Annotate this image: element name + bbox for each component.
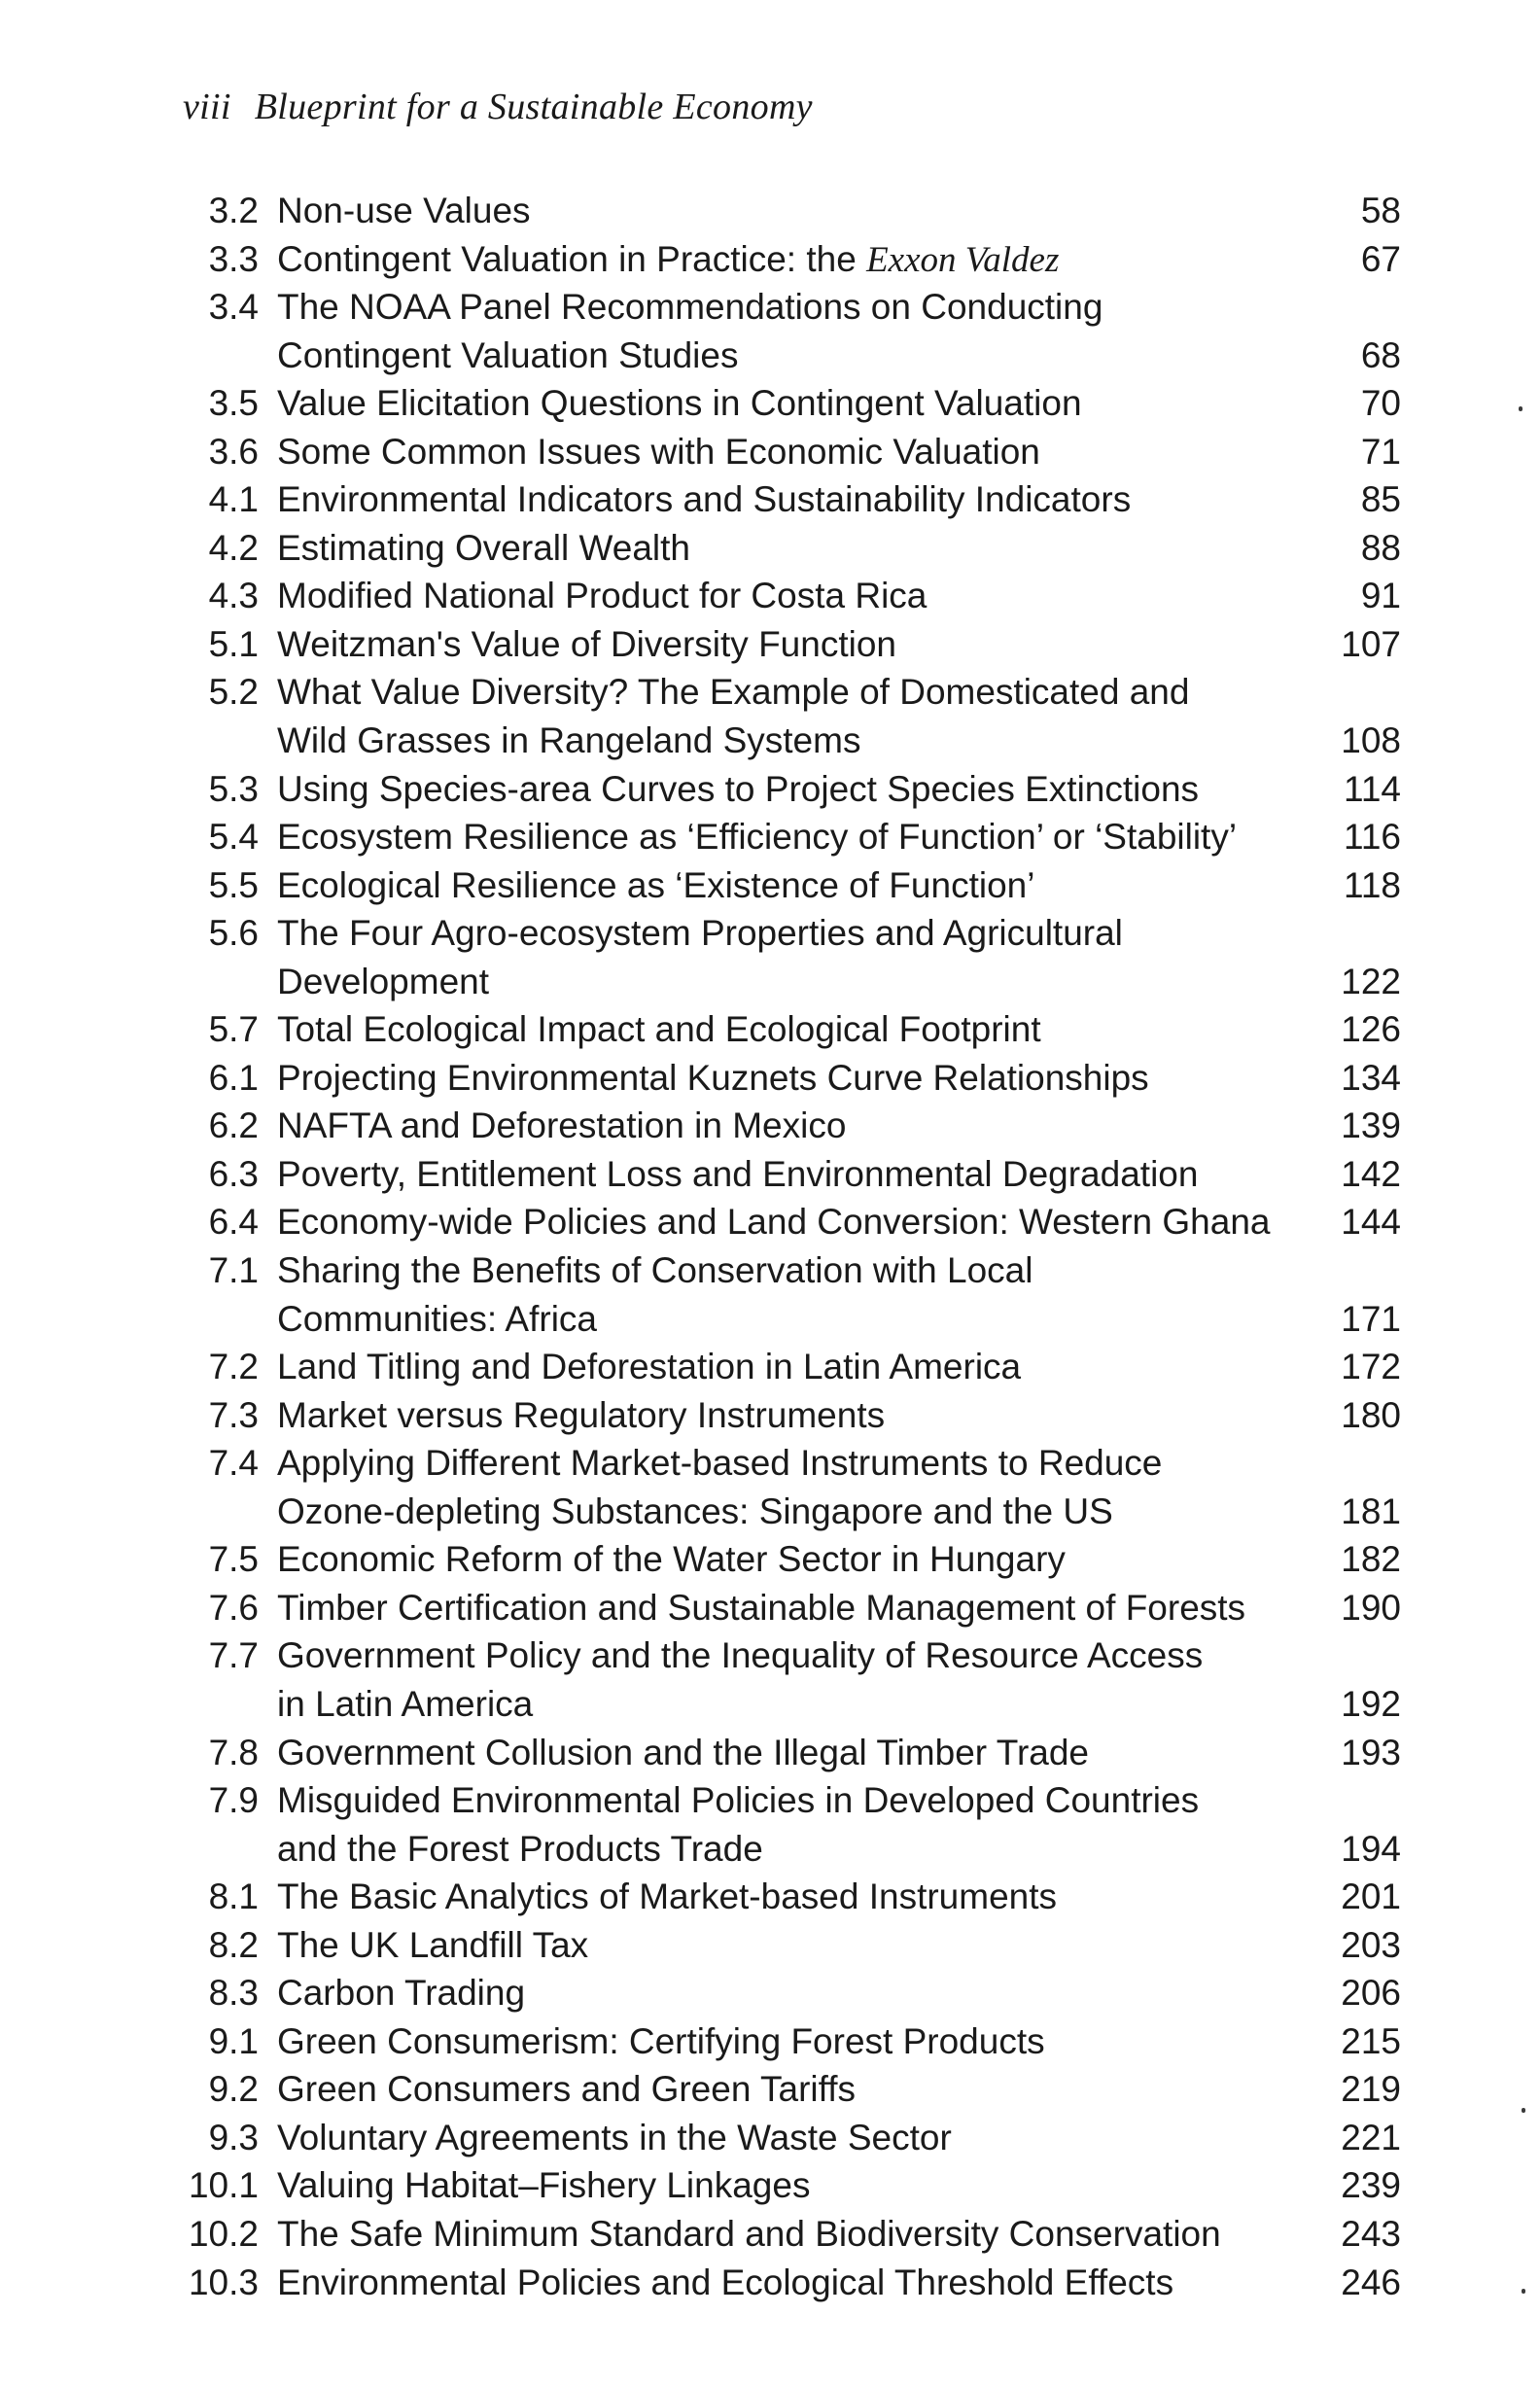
box-number: 8.1 — [208, 1876, 259, 1917]
box-title-text: Government Collusion and the Illegal Timber Trade — [277, 1732, 1089, 1772]
toc-entry — [0, 2065, 1540, 2114]
box-number: 4.2 — [208, 527, 259, 568]
toc-entry — [0, 1343, 1540, 1391]
box-title — [277, 1584, 1245, 1632]
toc-entry — [0, 524, 1540, 573]
box-title-text: Carbon Trading — [277, 1973, 526, 2014]
box-title-text: What Value Diversity? The Example of Domesticated and — [277, 672, 1190, 713]
box-title — [277, 524, 690, 573]
box-title — [277, 1246, 1032, 1295]
box-title — [277, 1150, 1198, 1199]
page-number: 193 — [1341, 1732, 1401, 1772]
box-number: 5.4 — [208, 817, 259, 858]
box-number: 7.5 — [208, 1539, 259, 1580]
box-title — [277, 717, 860, 765]
box-number: 4.1 — [208, 479, 259, 520]
page-number: 221 — [1341, 2117, 1401, 2157]
box-title — [277, 861, 1034, 910]
box-number: 5.5 — [208, 864, 259, 905]
box-title-text: Economic Reform of the Water Sector in Hungary — [277, 1539, 1066, 1580]
entry-line — [0, 2259, 1540, 2307]
toc-entry — [0, 2114, 1540, 2162]
box-number: 3.6 — [208, 431, 259, 472]
page-number: 201 — [1341, 1876, 1401, 1917]
toc-entry — [0, 1246, 1540, 1343]
entry-line — [0, 717, 1540, 765]
entry-line — [0, 2210, 1540, 2259]
box-title-text: NAFTA and Deforestation in Mexico — [277, 1105, 847, 1146]
toc-entry — [0, 1102, 1540, 1150]
box-title-text: Land Titling and Deforestation in Latin America — [277, 1347, 1022, 1387]
page-number: 108 — [1341, 720, 1401, 761]
toc-entry — [0, 1439, 1540, 1535]
toc-entry — [0, 1391, 1540, 1440]
box-title — [277, 1631, 1203, 1680]
box-title — [277, 2065, 856, 2114]
box-title-text: Environmental Indicators and Sustainability Indicators — [277, 479, 1132, 520]
box-title-text: The NOAA Panel Recommendations on Conducting — [277, 287, 1103, 328]
box-title-text: Market versus Regulatory Instruments — [277, 1394, 886, 1435]
box-title-text: Ecological Resilience as ‘Existence of Function’ — [277, 864, 1035, 905]
toc-entry — [0, 2017, 1540, 2066]
entry-line — [0, 428, 1540, 476]
entry-line — [0, 861, 1540, 910]
box-number: 7.1 — [208, 1250, 259, 1291]
box-title-text: Environmental Policies and Ecological Threshold Effects — [277, 2262, 1174, 2302]
box-title-text: Valuing Habitat–Fishery Linkages — [277, 2165, 811, 2206]
page-number: 118 — [1344, 864, 1401, 905]
box-number: 3.2 — [208, 191, 259, 230]
entry-line — [0, 1776, 1540, 1825]
box-title — [277, 1825, 763, 1874]
box-title — [277, 1729, 1089, 1777]
box-number: 7.3 — [208, 1394, 259, 1435]
entry-line — [0, 765, 1540, 814]
box-number: 6.2 — [208, 1105, 259, 1146]
box-title-text: Economy-wide Policies and Land Conversion: Western Ghana — [277, 1202, 1271, 1243]
box-title-text: Estimating Overall Wealth — [277, 527, 690, 568]
box-title-text: Timber Certification and Sustainable Management of Forests — [277, 1587, 1246, 1628]
box-title-text: Communities: Africa — [277, 1298, 597, 1339]
entry-line — [0, 1102, 1540, 1150]
box-number: 5.6 — [208, 913, 259, 954]
entry-line — [0, 1631, 1540, 1680]
entry-line — [0, 909, 1540, 958]
toc-entry — [0, 620, 1540, 669]
list-of-boxes — [0, 187, 1540, 2306]
box-title-emphasis: Exxon Valdez — [866, 239, 1060, 280]
box-number: 10.2 — [188, 2213, 259, 2254]
page-number: 88 — [1360, 527, 1401, 568]
box-title-text: in Latin America — [277, 1683, 534, 1724]
box-title-text: Modified National Product for Costa Rica — [277, 576, 928, 616]
page-number: 71 — [1360, 431, 1401, 472]
toc-entry — [0, 909, 1540, 1005]
page-number: 190 — [1341, 1587, 1401, 1628]
box-title-text: Total Ecological Impact and Ecological Footprint — [277, 1009, 1041, 1050]
page-number: 67 — [1360, 238, 1401, 279]
box-number: 5.2 — [208, 672, 259, 713]
toc-entry — [0, 668, 1540, 764]
box-title-text: The Four Agro-ecosystem Properties and Agricultural — [277, 913, 1123, 954]
page-number: 144 — [1341, 1202, 1401, 1243]
box-title-text: The Safe Minimum Standard and Biodiversity Conservation — [277, 2213, 1221, 2254]
box-title — [277, 1391, 885, 1440]
box-title — [277, 1535, 1066, 1584]
entry-line — [0, 235, 1540, 284]
entry-line — [0, 1969, 1540, 2017]
toc-entry — [0, 2259, 1540, 2307]
entry-line — [0, 1295, 1540, 1344]
box-title-text: Projecting Environmental Kuznets Curve Relationships — [277, 1057, 1149, 1098]
box-title-text: Applying Different Market-based Instruments to Reduce — [277, 1443, 1163, 1484]
box-title — [277, 1439, 1162, 1488]
box-number: 8.3 — [208, 1973, 259, 2014]
entry-line — [0, 2065, 1540, 2114]
box-title-text: Weitzman's Value of Diversity Function — [277, 623, 896, 664]
page-number: 180 — [1341, 1394, 1401, 1435]
box-number: 7.9 — [208, 1780, 259, 1821]
box-title — [277, 235, 1059, 285]
toc-entry — [0, 1005, 1540, 1054]
toc-entry — [0, 1535, 1540, 1584]
box-title — [277, 475, 1131, 524]
box-title-text: The Basic Analytics of Market-based Instruments — [277, 1876, 1058, 1917]
entry-line — [0, 1729, 1540, 1777]
page-number: 58 — [1360, 191, 1401, 230]
box-number: 4.3 — [208, 576, 259, 616]
box-title — [277, 1295, 597, 1344]
box-title — [277, 2114, 952, 2162]
box-title — [277, 1054, 1149, 1103]
box-title-text: Poverty, Entitlement Loss and Environmental Degradation — [277, 1153, 1199, 1194]
entry-line — [0, 1150, 1540, 1199]
entry-line — [0, 1873, 1540, 1921]
entry-line — [0, 524, 1540, 573]
entry-line — [0, 1246, 1540, 1295]
running-header — [183, 86, 813, 128]
box-title — [277, 1776, 1199, 1825]
box-number: 9.2 — [208, 2069, 259, 2110]
entry-line — [0, 1054, 1540, 1103]
page-number: 142 — [1341, 1153, 1401, 1194]
toc-entry — [0, 572, 1540, 620]
toc-entry — [0, 765, 1540, 814]
box-title — [277, 958, 489, 1006]
entry-line — [0, 1584, 1540, 1632]
box-title — [277, 332, 738, 380]
box-title — [277, 620, 896, 669]
box-number: 7.2 — [208, 1347, 259, 1387]
entry-line — [0, 475, 1540, 524]
toc-entry — [0, 1198, 1540, 1246]
page-number: 203 — [1341, 1924, 1401, 1965]
entry-line — [0, 1005, 1540, 1054]
entry-line — [0, 379, 1540, 428]
box-title — [277, 428, 1040, 476]
box-number: 7.8 — [208, 1732, 259, 1772]
toc-entry — [0, 1584, 1540, 1632]
box-title-text: Some Common Issues with Economic Valuation — [277, 431, 1040, 472]
box-title-text: Green Consumerism: Certifying Forest Products — [277, 2020, 1045, 2061]
box-title — [277, 2210, 1221, 2259]
box-title — [277, 765, 1199, 814]
page-number: 194 — [1341, 1828, 1401, 1869]
box-number: 9.3 — [208, 2117, 259, 2157]
box-number: 7.4 — [208, 1443, 259, 1484]
box-number: 10.3 — [188, 2262, 259, 2302]
box-number: 9.1 — [208, 2020, 259, 2061]
box-title — [277, 1680, 533, 1729]
toc-entry — [0, 235, 1540, 284]
page-number: 68 — [1360, 334, 1401, 375]
box-number: 8.2 — [208, 1924, 259, 1965]
toc-entry — [0, 2161, 1540, 2210]
box-title — [277, 1005, 1041, 1054]
box-number: 5.7 — [208, 1009, 259, 1050]
toc-entry — [0, 2210, 1540, 2259]
box-title — [277, 1921, 588, 1970]
entry-line — [0, 1825, 1540, 1874]
box-title — [277, 187, 531, 235]
entry-line — [0, 187, 1540, 235]
box-title-text: Development — [277, 961, 490, 1001]
entry-line — [0, 1488, 1540, 1536]
toc-entry — [0, 861, 1540, 910]
box-number: 3.4 — [208, 287, 259, 328]
page-number: 114 — [1344, 768, 1401, 809]
box-title — [277, 2161, 810, 2210]
page-number: 243 — [1341, 2213, 1401, 2254]
box-number: 10.1 — [188, 2165, 259, 2206]
page-folio: viii — [183, 87, 231, 127]
page-number: 85 — [1360, 479, 1401, 520]
entry-line — [0, 1198, 1540, 1246]
toc-entry — [0, 475, 1540, 524]
box-title — [277, 2259, 1173, 2307]
box-title-text: Government Policy and the Inequality of Resource Access — [277, 1635, 1204, 1676]
entry-line — [0, 2017, 1540, 2066]
box-title-text: Value Elicitation Questions in Contingent Valuation — [277, 383, 1082, 424]
toc-entry — [0, 1150, 1540, 1199]
box-title — [277, 1343, 1021, 1391]
page-number: 215 — [1341, 2020, 1401, 2061]
entry-line — [0, 283, 1540, 332]
page-number: 219 — [1341, 2069, 1401, 2110]
box-number: 3.5 — [208, 383, 259, 424]
box-title-text: The UK Landfill Tax — [277, 1924, 589, 1965]
page-number: 181 — [1341, 1491, 1401, 1531]
box-title-text: Voluntary Agreements in the Waste Sector — [277, 2117, 952, 2157]
page-number: 172 — [1341, 1347, 1401, 1387]
box-title — [277, 668, 1189, 717]
toc-entry — [0, 1776, 1540, 1873]
entry-line — [0, 572, 1540, 620]
scan-speck — [1519, 406, 1522, 411]
page-number: 239 — [1341, 2165, 1401, 2206]
toc-entry — [0, 187, 1540, 235]
page-number: 107 — [1341, 623, 1401, 664]
entry-line — [0, 1535, 1540, 1584]
toc-entry — [0, 379, 1540, 428]
box-number: 6.4 — [208, 1202, 259, 1243]
box-number: 3.3 — [208, 238, 259, 279]
page-number: 139 — [1341, 1105, 1401, 1146]
toc-entry — [0, 1969, 1540, 2017]
page-number: 134 — [1341, 1057, 1401, 1098]
box-title-text: Ozone-depleting Substances: Singapore and the US — [277, 1491, 1113, 1531]
toc-entry — [0, 1054, 1540, 1103]
box-title-text: Ecosystem Resilience as ‘Efficiency of Function’ or ‘Stability’ — [277, 817, 1238, 858]
page-number: 91 — [1360, 576, 1401, 616]
toc-entry — [0, 428, 1540, 476]
toc-entry — [0, 813, 1540, 861]
box-title — [277, 283, 1102, 332]
entry-line — [0, 332, 1540, 380]
page-number: 126 — [1341, 1009, 1401, 1050]
box-number: 7.7 — [208, 1635, 259, 1676]
entry-line — [0, 620, 1540, 669]
box-title — [277, 379, 1082, 428]
page-number: 182 — [1341, 1539, 1401, 1580]
entry-line — [0, 668, 1540, 717]
box-title — [277, 1198, 1270, 1246]
page-number: 192 — [1341, 1683, 1401, 1724]
entry-line — [0, 1921, 1540, 1970]
entry-line — [0, 958, 1540, 1006]
box-title-text: Sharing the Benefits of Conservation with Local — [277, 1250, 1033, 1291]
page-number: 246 — [1341, 2262, 1401, 2302]
box-title-text: Green Consumers and Green Tariffs — [277, 2069, 857, 2110]
box-title-text: and the Forest Products Trade — [277, 1828, 763, 1869]
box-title-text: Using Species-area Curves to Project Species Extinctions — [277, 768, 1200, 809]
entry-line — [0, 1439, 1540, 1488]
box-title — [277, 813, 1237, 861]
entry-line — [0, 1391, 1540, 1440]
toc-entry — [0, 1631, 1540, 1728]
box-title — [277, 909, 1123, 958]
box-number: 6.1 — [208, 1057, 259, 1098]
page-number: 70 — [1360, 383, 1401, 424]
box-title — [277, 1102, 846, 1150]
box-title-text: Non-use Values — [277, 191, 531, 230]
running-book-title: Blueprint for a Sustainable Economy — [254, 87, 813, 127]
box-title — [277, 1969, 525, 2017]
box-title-text: Wild Grasses in Rangeland Systems — [277, 720, 861, 761]
toc-entry — [0, 1729, 1540, 1777]
box-number: 5.1 — [208, 623, 259, 664]
box-number: 6.3 — [208, 1153, 259, 1194]
entry-line — [0, 813, 1540, 861]
scan-speck — [1522, 2289, 1525, 2294]
box-title — [277, 1488, 1113, 1536]
box-title-text: Contingent Valuation in Practice: the — [277, 238, 867, 279]
box-number: 5.3 — [208, 768, 259, 809]
page-number: 206 — [1341, 1973, 1401, 2014]
toc-entry — [0, 283, 1540, 379]
toc-entry — [0, 1873, 1540, 1921]
page-number: 116 — [1344, 817, 1401, 858]
box-number: 7.6 — [208, 1587, 259, 1628]
entry-line — [0, 2114, 1540, 2162]
box-title — [277, 1873, 1057, 1921]
page-number: 122 — [1341, 961, 1401, 1001]
box-title-text: Contingent Valuation Studies — [277, 334, 739, 375]
box-title-text: Misguided Environmental Policies in Developed Countries — [277, 1780, 1200, 1821]
entry-line — [0, 2161, 1540, 2210]
entry-line — [0, 1680, 1540, 1729]
toc-entry — [0, 1921, 1540, 1970]
entry-line — [0, 1343, 1540, 1391]
box-title — [277, 2017, 1045, 2066]
scan-speck — [1522, 2108, 1525, 2113]
box-title — [277, 572, 927, 620]
page-number: 171 — [1341, 1298, 1401, 1339]
